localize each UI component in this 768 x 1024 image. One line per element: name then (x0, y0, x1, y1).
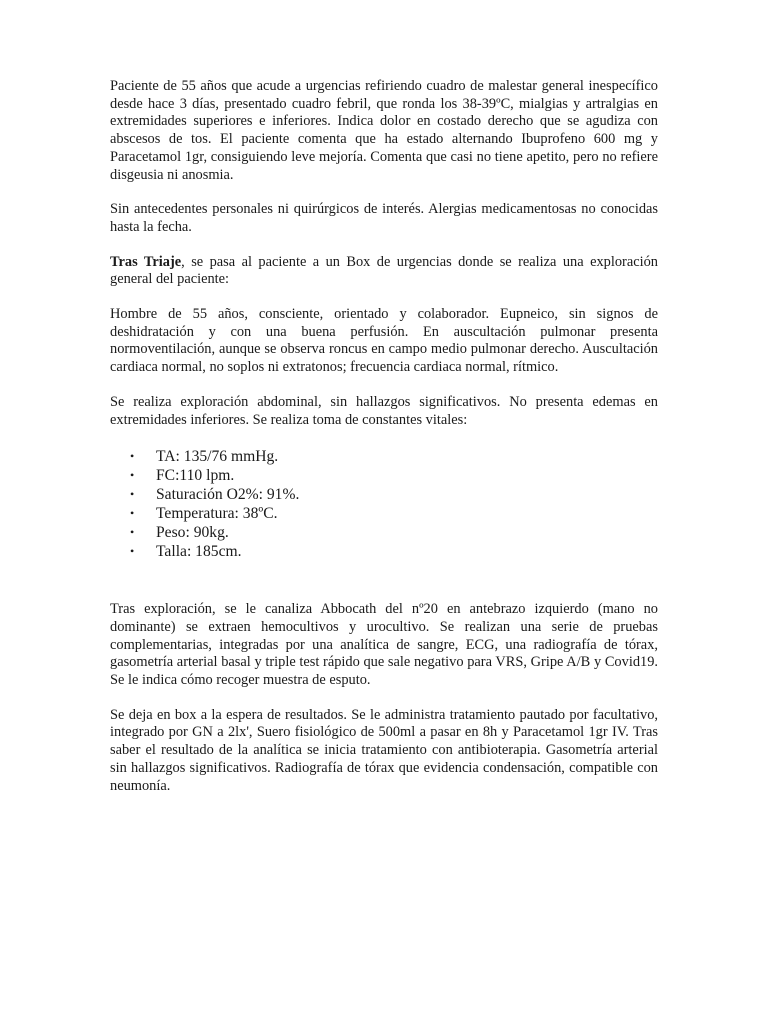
vitals-list (110, 447, 658, 561)
paragraph-background: Sin antecedentes personales ni quirúrgicos de interés. Alergias medicamentosas no conocidas hasta la fecha. (110, 201, 658, 235)
vital-fc: FC:110 lpm. (156, 467, 235, 485)
list-item (110, 447, 658, 466)
document-page (110, 78, 658, 795)
list-item (110, 466, 658, 485)
bullet-icon: • (130, 544, 135, 559)
bullet-icon: • (130, 487, 135, 502)
vital-saturation: Saturación O2%: 91%. (156, 486, 300, 504)
vital-temperature: Temperatura: 38ºC. (156, 505, 278, 523)
bullet-icon: • (130, 449, 135, 464)
paragraph-treatment: Se deja en box a la espera de resultados. Se le administra tratamiento pautado por facultativo, integrado por GN a 2lx', Suero fisiológico de 500ml a pasar en 8h y Paracetamol 1gr IV. Tras saber el resultado de la analítica se inicia tratamiento con antibioterapia. Gasometría arterial sin hallazgos significativos. Radiografía de tórax que evidencia condensación, compatible con neumonía. (110, 706, 658, 794)
paragraph-exploration: Hombre de 55 años, consciente, orientado y colaborador. Eupneico, sin signos de deshidratación y con una buena perfusión. En auscultación pulmonar presenta normoventilación, aunque se observa roncus en campo medio pulmonar derecho. Auscultación cardiaca normal, no soplos ni extratonos; frecuencia cardiaca normal, rítmico. (110, 306, 658, 376)
list-item (110, 542, 658, 561)
bullet-icon: • (130, 506, 135, 521)
vital-ta: TA: 135/76 mmHg. (156, 448, 279, 466)
bullet-icon: • (130, 525, 135, 540)
list-item (110, 485, 658, 504)
paragraph-presentation: Paciente de 55 años que acude a urgencias refiriendo cuadro de malestar general inespecífico desde hace 3 días, presentado cuadro febril, que ronda los 38-39ºC, mialgias y artralgias en extremidades superiores e inferiores. Indica dolor en costado derecho que se agudiza con abscesos de tos. El paciente comenta que ha estado alternando Ibuprofeno 600 mg y Paracetamol 1gr, consiguiendo leve mejoría. Comenta que casi no tiene apetito, pero no refiere disgeusia ni anosmia. (110, 78, 658, 183)
paragraph-triage (110, 254, 658, 289)
paragraph-abdominal: Se realiza exploración abdominal, sin hallazgos significativos. No presenta edemas en extremidades inferiores. Se realiza toma de constantes vitales: (110, 393, 658, 428)
triage-text: , se pasa al paciente a un Box de urgencias donde se realiza una exploración general del paciente: (110, 253, 658, 288)
list-item (110, 504, 658, 523)
vital-weight: Peso: 90kg. (156, 524, 229, 542)
paragraph-procedures: Tras exploración, se le canaliza Abbocath del nº20 en antebrazo izquierdo (mano no dominante) se extraen hemocultivos y urocultivo. Se realizan una serie de pruebas complementarias, integradas por una analítica de sangre, ECG, una radiografía de tórax, gasometría arterial basal y triple test rápido que sale negativo para VRS, Gripe A/B y Covid19. Se le indica cómo recoger muestra de esputo. (110, 601, 658, 689)
vital-height: Talla: 185cm. (156, 543, 242, 561)
triage-heading: Tras Triaje (110, 253, 182, 270)
bullet-icon: • (130, 468, 135, 483)
list-item (110, 523, 658, 542)
